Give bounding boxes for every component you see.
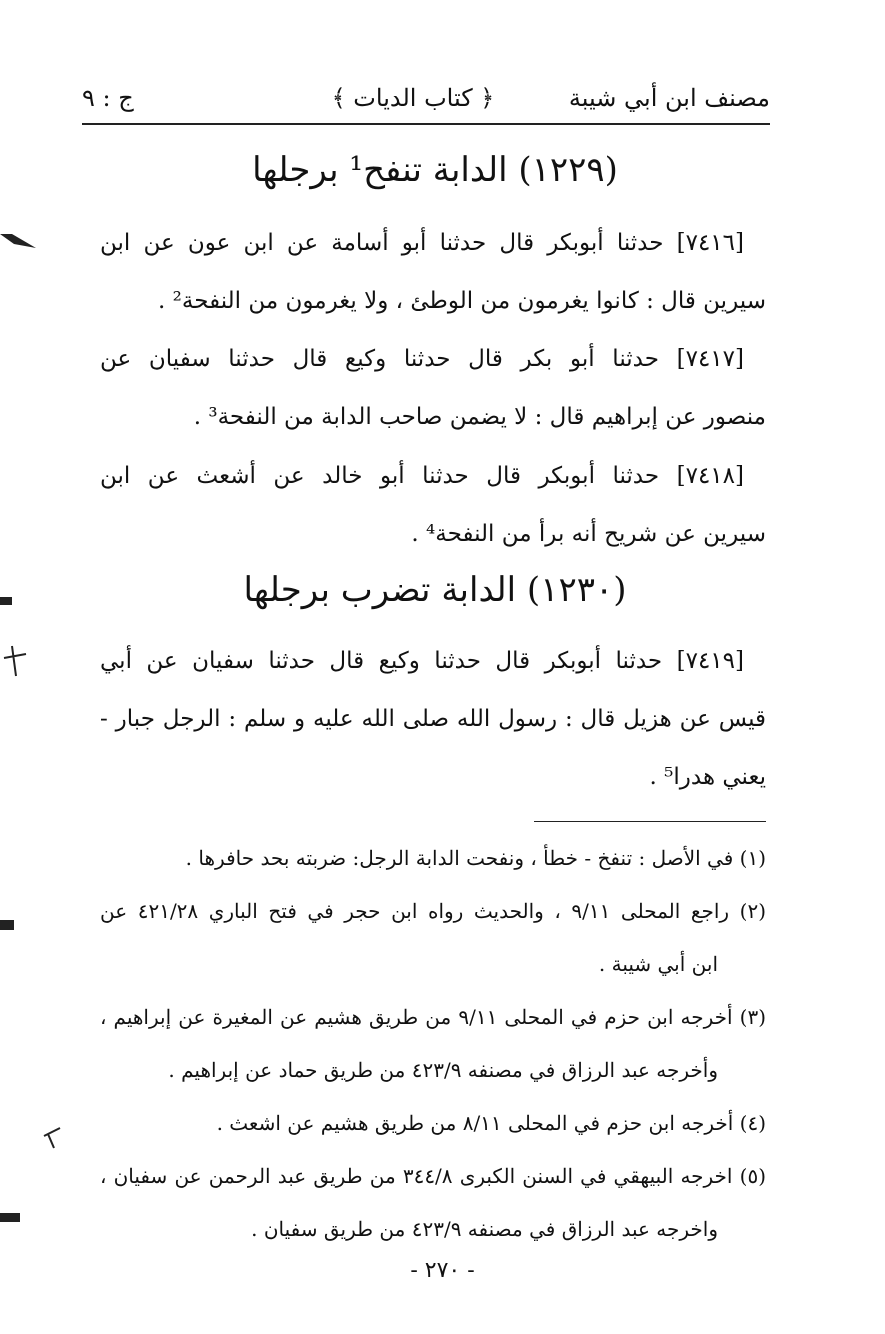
footnote-3-line-1: (٣) أخرجه ابن حزم في المحلى ٩/١١ من طريق هشيم عن المغيرة عن إبراهيم ، (100, 1005, 766, 1029)
footnote-2 (100, 885, 766, 991)
footnote-5-line-1: (٥) اخرجه البيهقي في السنن الكبرى ٣٤٤/٨ من طريق عبد الرحمن عن سفيان ، (100, 1164, 767, 1188)
section-heading-1229: (١٢٢٩) الدابة تنفح¹ برجلها (252, 150, 618, 190)
running-header (82, 78, 770, 118)
hadith-7418 (100, 447, 766, 563)
binding-mark (0, 1210, 22, 1228)
page-number: - ٢٧٠ - (410, 1258, 475, 1283)
hadith-7419 (100, 632, 766, 806)
header-divider (82, 123, 770, 125)
footnote-divider (534, 821, 766, 822)
footnote-2-line-2: ابن أبي شيبة . (598, 952, 718, 976)
hadith-7417 (100, 330, 766, 446)
section-heading-1230: (١٢٣٠) الدابة تضرب برجلها (243, 570, 627, 610)
footnote-3-line-2: وأخرجه عبد الرزاق في مصنفه ٤٢٣/٩ من طريق حماد عن إبراهيم . (168, 1058, 718, 1082)
footnote-3 (100, 991, 766, 1097)
footnotes (100, 832, 766, 1256)
hadith-7417-line-1: [٧٤١٧] حدثنا أبو بكر قال حدثنا وكيع قال حدثنا سفيان عن (100, 346, 744, 372)
footnote-4 (100, 1097, 766, 1150)
hadith-7416-line-2: سيرين قال : كانوا يغرمون من الوطئ ، ولا يغرمون من النفحة² . (158, 288, 766, 314)
hadith-7419-line-1: [٧٤١٩] حدثنا أبوبكر قال حدثنا وكيع قال حدثنا سفيان عن أبي (100, 648, 744, 674)
book-title: مصنف ابن أبي شيبة (568, 84, 770, 112)
hadith-7418-line-1: [٧٤١٨] حدثنا أبوبكر قال حدثنا أبو خالد عن أشعث عن ابن (100, 463, 744, 489)
binding-mark (0, 918, 18, 936)
binding-mark (2, 642, 30, 678)
footnote-4-line-1: (٤) أخرجه ابن حزم في المحلى ٨/١١ من طريق هشيم عن اشعث . (216, 1111, 766, 1135)
footnote-5-line-2: واخرجه عبد الرزاق في مصنفه ٤٢٣/٩ من طريق سفيان . (251, 1217, 718, 1241)
chapter-title: ﴿ كتاب الديات ﴾ (331, 84, 495, 112)
hadith-7417-line-2: منصور عن إبراهيم قال : لا يضمن صاحب الدابة من النفحة³ . (193, 404, 766, 430)
hadith-7419-line-2: قيس عن هزيل قال : رسول الله صلى الله عليه و سلم : الرجل جبار - (100, 706, 767, 732)
footnote-2-line-1: (٢) راجع المحلى ٩/١١ ، والحديث رواه ابن حجر في فتح الباري ٤٢١/٢٨ عن (100, 899, 767, 923)
hadith-7416 (100, 214, 766, 330)
binding-mark (0, 595, 14, 609)
hadith-7418-line-2: سيرين عن شريح أنه برأ من النفحة⁴ . (411, 521, 766, 547)
binding-mark (40, 1122, 64, 1152)
footnote-1-line-1: (١) في الأصل : تنفخ - خطأ ، ونفحت الدابة الرجل: ضربته بحد حافرها . (185, 846, 766, 870)
footnote-5 (100, 1150, 766, 1256)
hadith-7416-line-1: [٧٤١٦] حدثنا أبوبكر قال حدثنا أبو أسامة عن ابن عون عن ابن (100, 230, 744, 256)
binding-mark (0, 220, 40, 260)
volume-label: ج : ٩ (82, 84, 134, 112)
footnote-1 (100, 832, 766, 885)
hadith-7419-line-3: يعني هدرا⁵ . (649, 764, 766, 790)
